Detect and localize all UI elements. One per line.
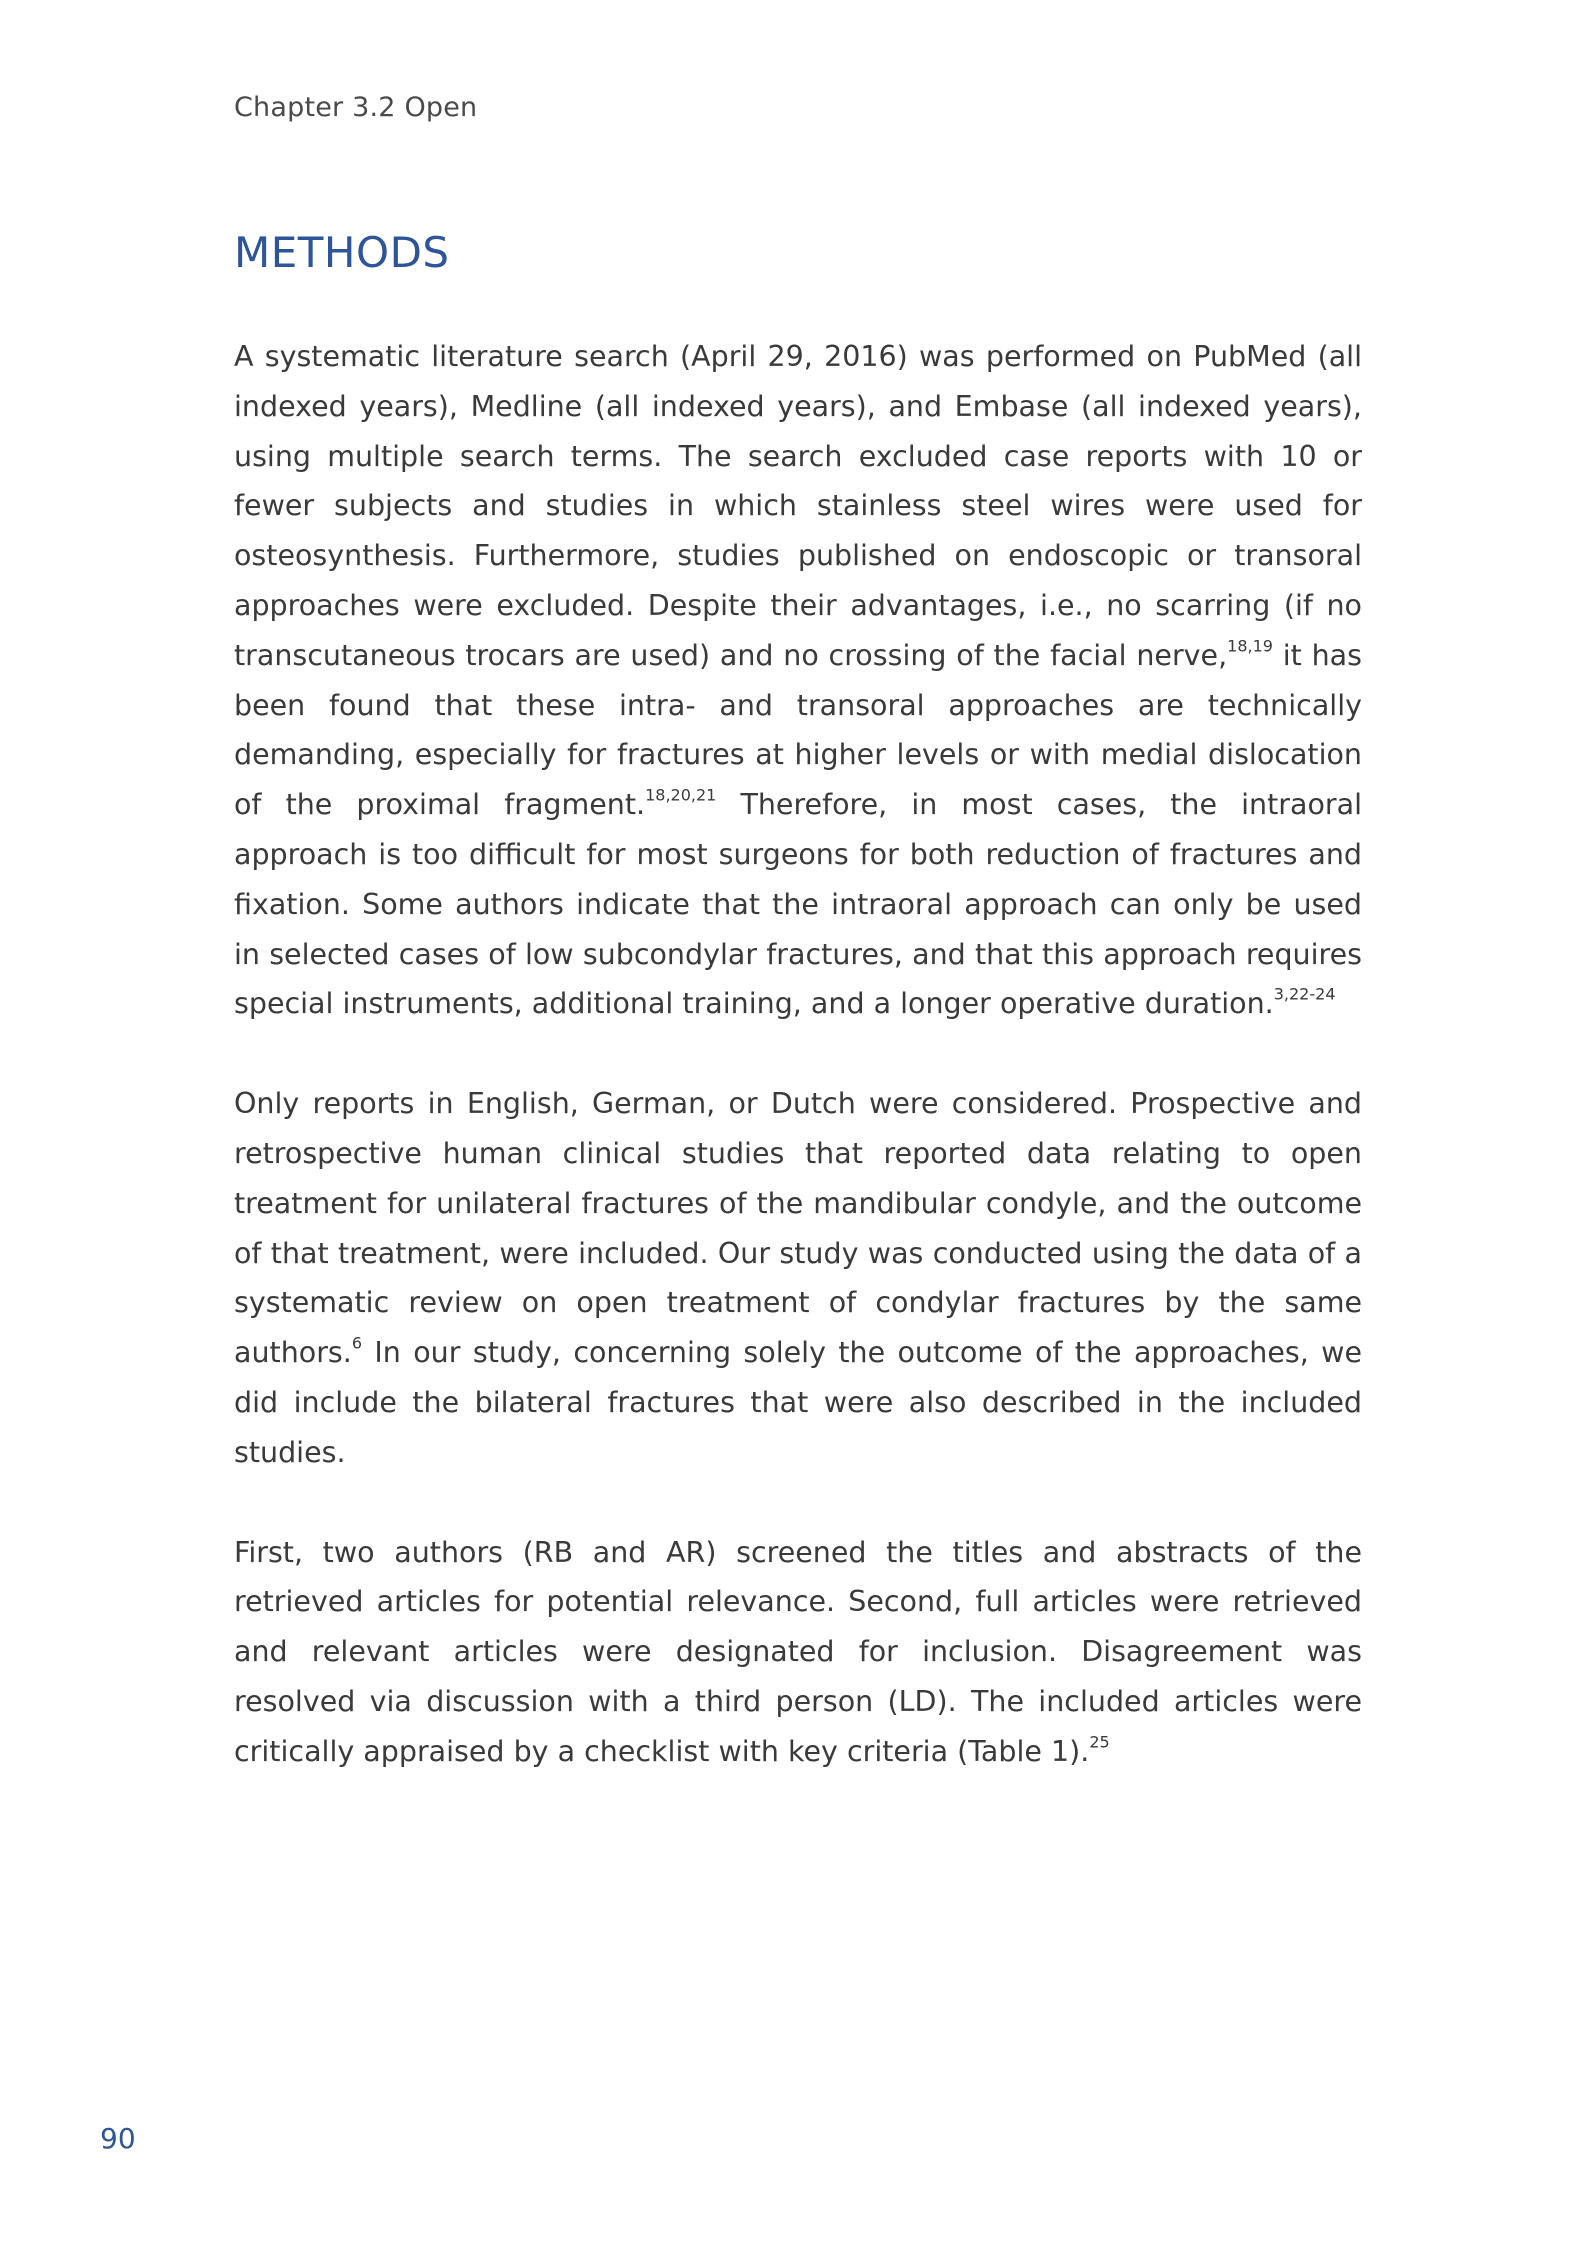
paragraph-2-text-b: In our study, concerning solely the outcome of the approaches, we did include the bilateral fractures that were also described in the included studies. — [234, 1336, 1362, 1469]
paragraph-2-text-a: Only reports in English, German, or Dutch were considered. Prospective and retrospective human clinical studies that reported data relating to open treatment for unilateral fractures of the mandibular condyle, and the outcome of that treatment, were included. Our study was conducted using the data of a systematic review on open treatment of condylar fractures by the same authors. — [234, 1087, 1362, 1370]
body-text — [234, 332, 1362, 1827]
citation-superscript: 25 — [1089, 1732, 1110, 1752]
paragraph-3-text-a: First, two authors (RB and AR) screened the titles and abstracts of the retrieved articles for potential relevance. Second, full articles were retrieved and relevant articles were designated for inclusion. Disagreement was resolved via discussion with a third person (LD). The included articles were critically appraised by a checklist with key criteria (Table 1). — [234, 1535, 1362, 1768]
paragraph-1-text-c: Therefore, in most cases, the intraoral approach is too difficult for most surgeons for both reduction of fractures and fixation. Some authors indicate that the intraoral approach can only be used in selected cases of low subcondylar fractures, and that this approach requires special instruments, additional training, and a longer operative duration. — [234, 788, 1362, 1021]
paragraph-1 — [234, 332, 1362, 1029]
citation-superscript: 6 — [351, 1333, 363, 1353]
page-number: 90 — [100, 2122, 136, 2155]
paragraph-2 — [234, 1079, 1362, 1477]
paragraph-1-text-b: it has been found that these intra- and transoral approaches are technically demanding, especially for fractures at higher levels or with medial dislocation of the proximal fragment. — [234, 638, 1362, 822]
section-title: METHODS — [234, 228, 450, 277]
citation-superscript: 18,20,21 — [645, 785, 717, 805]
paragraph-1-text-a: A systematic literature search (April 29, 2016) was performed on PubMed (all indexed years), Medline (all indexed years), and Embase (all indexed years), using multiple search terms. The search excluded case reports with 10 or fewer subjects and studies in which stainless steel wires were used for osteosynthesis. Furthermore, studies published on endoscopic or transoral approaches were excluded. Despite their advantages, i.e., no scarring (if no transcutaneous trocars are used) and no crossing of the facial nerve, — [234, 340, 1362, 672]
running-head: Chapter 3.2 Open — [234, 92, 478, 123]
citation-superscript: 3,22-24 — [1273, 984, 1336, 1004]
citation-superscript: 18,19 — [1227, 636, 1273, 656]
paragraph-3 — [234, 1528, 1362, 1777]
